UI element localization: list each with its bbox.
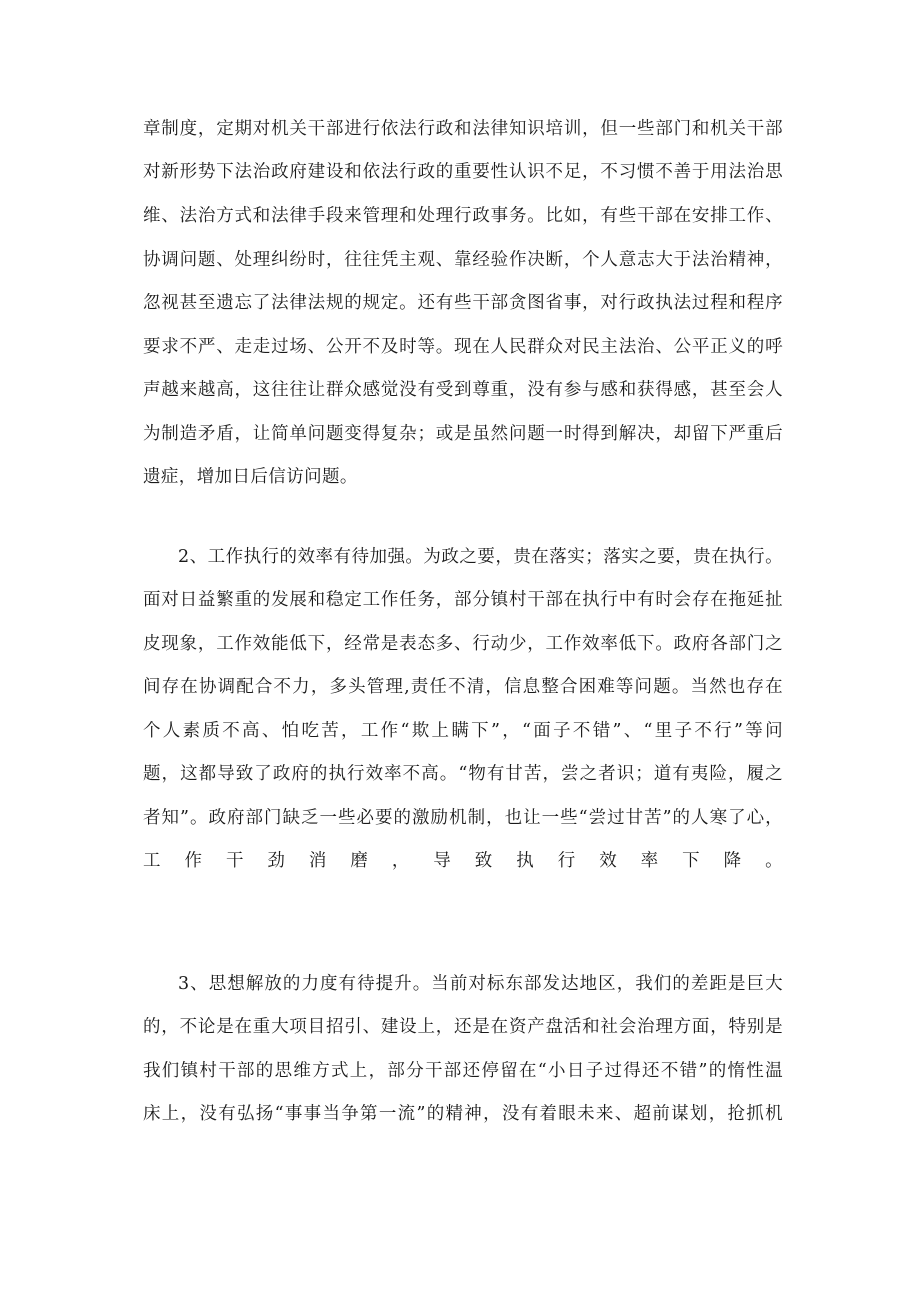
text-line: 个人素质不高、怕吃苦，工作“欺上瞒下”，“面子不错”、“里子不行”等问	[143, 721, 783, 741]
text-line: 者知”。政府部门缺乏一些必要的激励机制，也让一些“尝过甘苦”的人寒了心，	[143, 808, 783, 828]
text-line: 维、法治方式和法律手段来管理和处理行政事务。比如，有些干部在安排工作、	[143, 206, 783, 226]
text-line: 我们镇村干部的思维方式上，部分干部还停留在“小日子过得还不错”的惰性温	[143, 1061, 783, 1081]
text-line: 遗症，增加日后信访问题。	[143, 467, 358, 487]
text-line: 2、工作执行的效率有待加强。为政之要，贵在落实；落实之要，贵在执行。	[178, 547, 783, 567]
text-line: 忽视甚至遗忘了法律法规的规定。还有些干部贪图省事，对行政执法过程和程序	[143, 293, 783, 313]
text-line: 协调问题、处理纠纷时，往往凭主观、靠经验作决断，个人意志大于法治精神，	[143, 250, 783, 270]
text-line: 题，这都导致了政府的执行效率不高。“物有甘苦，尝之者识；道有夷险，履之	[143, 764, 783, 784]
text-line: 为制造矛盾，让简单问题变得复杂；或是虽然问题一时得到解决，却留下严重后	[143, 424, 783, 444]
text-line: 皮现象，工作效能低下，经常是表态多、行动少，工作效率低下。政府各部门之	[143, 634, 783, 654]
text-line: 工作干劲消磨，导致执行效率下降。	[143, 851, 783, 871]
text-line: 声越来越高，这往往让群众感觉没有受到尊重，没有参与感和获得感，甚至会人	[143, 380, 783, 400]
text-line: 章制度，定期对机关干部进行依法行政和法律知识培训，但一些部门和机关干部	[143, 119, 783, 139]
text-line: 的，不论是在重大项目招引、建设上，还是在资产盘活和社会治理方面，特别是	[143, 1017, 783, 1037]
text-line: 面对日益繁重的发展和稳定工作任务，部分镇村干部在执行中有时会存在拖延扯	[143, 590, 783, 610]
text-line: 间存在协调配合不力，多头管理,责任不清，信息整合困难等问题。当然也存在	[143, 677, 783, 697]
text-line: 要求不严、走走过场、公开不及时等。现在人民群众对民主法治、公平正义的呼	[143, 337, 783, 357]
text-line	[143, 889, 783, 919]
text-line: 对新形势下法治政府建设和依法行政的重要性认识不足，不习惯不善于用法治思	[143, 162, 783, 182]
text-line: 床上，没有弘扬“事事当争第一流”的精神，没有着眼未来、超前谋划，抢抓机	[143, 1104, 783, 1124]
text-line: 3、思想解放的力度有待提升。当前对标东部发达地区，我们的差距是巨大	[178, 974, 783, 994]
